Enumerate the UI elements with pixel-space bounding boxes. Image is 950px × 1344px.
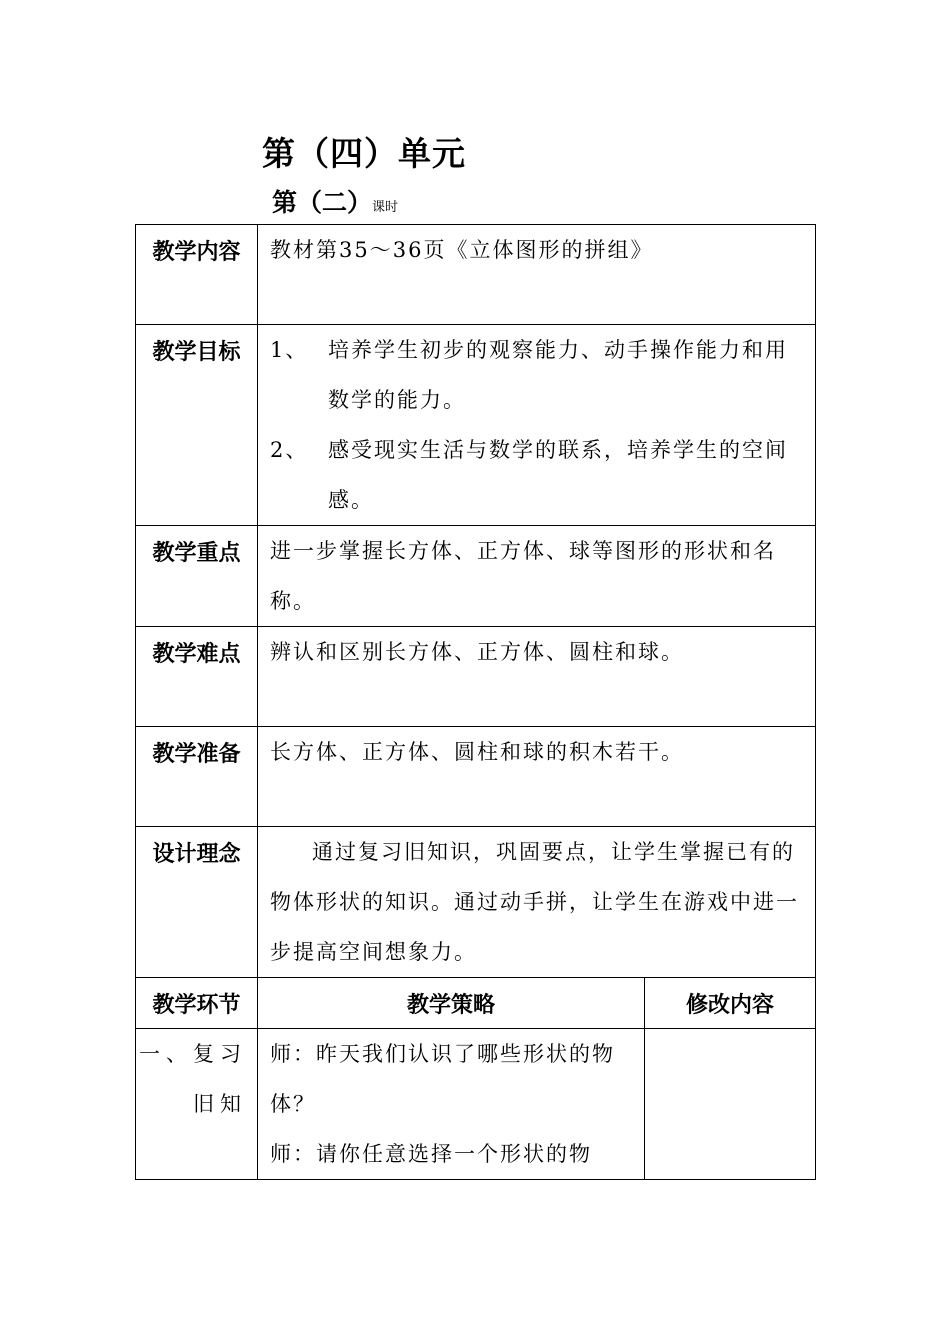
value-objectives [258,325,816,526]
lesson-plan-table [135,224,816,1180]
value-teaching-content: 教材第35～36页《立体图形的拼组》 [258,225,816,325]
label-design: 设计理念 [136,827,258,978]
header-stage: 教学环节 [136,978,258,1029]
process-row [136,1029,816,1180]
label-key-points: 教学重点 [136,526,258,627]
objective-item [270,325,805,425]
strategy-line: 师：昨天我们认识了哪些形状的物体？ [270,1042,615,1116]
lesson-suffix: 课时 [372,200,399,215]
label-teaching-content: 教学内容 [136,225,258,325]
strategy-line: 师：请你任意选择一个形状的物 [270,1142,592,1166]
lesson-number: 第（二） [272,188,373,217]
row-objectives [136,325,816,526]
value-key-points: 进一步掌握长方体、正方体、球等图形的形状和名称。 [258,526,816,627]
label-difficulties: 教学难点 [136,627,258,727]
unit-title: 第（四）单元 [262,134,466,173]
value-difficulties: 辨认和区别长方体、正方体、圆柱和球。 [258,627,816,727]
process-header-row [136,978,816,1029]
row-teaching-content [136,225,816,325]
objective-item [270,425,805,525]
value-design: 通过复习旧知识，巩固要点，让学生掌握已有的物体形状的知识。通过动手拼，让学生在游戏中进一步提高空间想象力。 [258,827,816,978]
strategy-cell [258,1029,645,1180]
header-revision: 修改内容 [645,978,816,1029]
row-key-points [136,526,816,627]
revision-cell [645,1029,816,1180]
row-difficulties [136,627,816,727]
value-preparation: 长方体、正方体、圆柱和球的积木若干。 [258,727,816,827]
lesson-title [272,183,398,219]
objective-number: 2、 [270,438,309,462]
label-objectives: 教学目标 [136,325,258,526]
objective-text: 感受现实生活与数学的联系，培养学生的空间感。 [328,438,788,512]
objective-number: 1、 [270,338,309,362]
row-preparation [136,727,816,827]
objective-text: 培养学生初步的观察能力、动手操作能力和用数学的能力。 [328,338,788,412]
label-preparation: 教学准备 [136,727,258,827]
header-strategy: 教学策略 [258,978,645,1029]
stage-review: 一、复习旧知 [136,1029,258,1180]
row-design [136,827,816,978]
